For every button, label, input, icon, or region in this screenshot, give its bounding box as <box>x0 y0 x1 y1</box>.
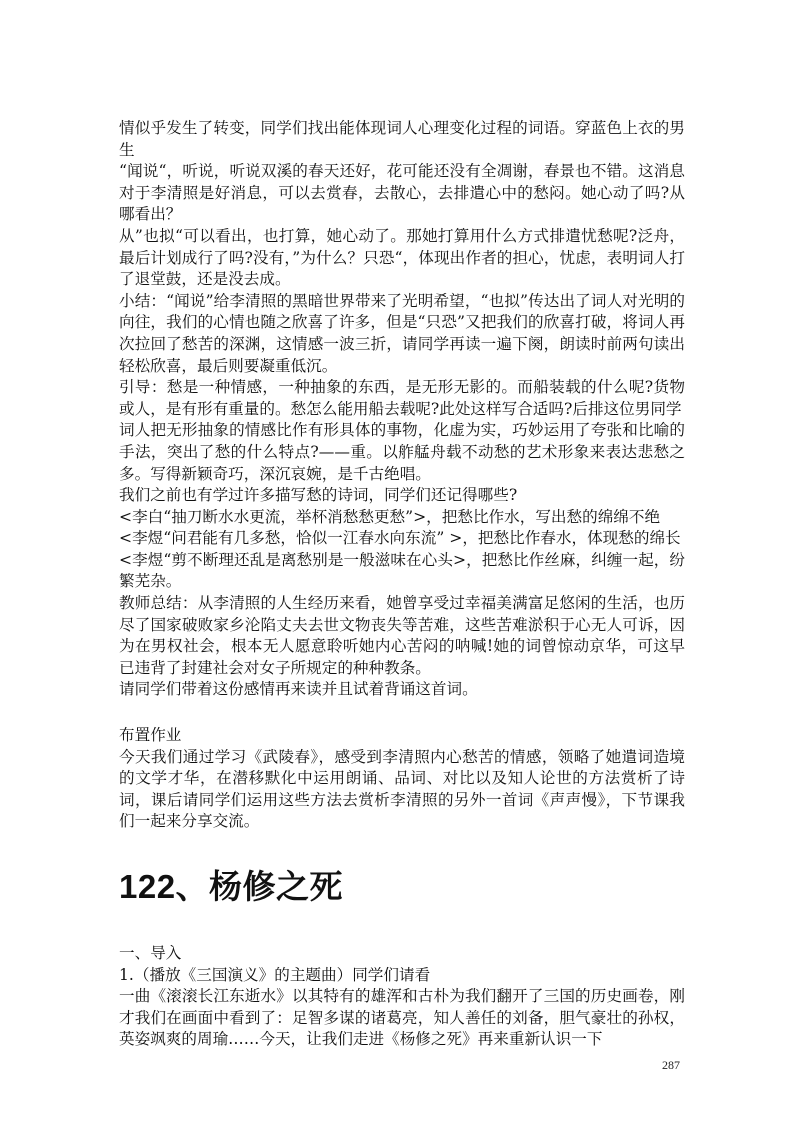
homework-body: 今天我们通过学习《武陵春》，感受到李清照内心愁苦的情感，领略了她遣词造境的文学才华，在潜移默化中运用朗诵、品词、对比以及知人论世的方法赏析了诗词，课后请同学们运用这些方法去赏析李清照的另外一首词《声声慢》，下节课我们一起来分享交流。 <box>119 747 685 831</box>
paragraph-summary: 小结：“闻说”给李清照的黑暗世界带来了光明希望，“也拟”传达出了词人对光明的向往，我们的心情也随之欣喜了许多，但是“只恐”又把我们的欣喜打破，将词人再次拉回了愁苦的深渊，这情感一波三折，请同学再读一遍下阕，朗读时前两句读出轻松欣喜，最后则要凝重低沉。 <box>119 291 685 375</box>
section-heading-intro: 一、导入 <box>119 944 182 962</box>
paragraph-read-again: 请同学们带着这份感情再来读并且试着背诵这首词。 <box>119 680 478 699</box>
intro-item-1: 1.（播放《三国演义》的主题曲）同学们请看 <box>119 965 431 984</box>
paragraph-liyu-1: <李煜“问君能有几多愁，恰似一江春水向东流” >，把愁比作春水，体现愁的绵长 <box>119 529 681 548</box>
page-number: 287 <box>662 1058 680 1072</box>
paragraph-student-prompt: 情似乎发生了转变，同学们找出能体现词人心理变化过程的词语。穿蓝色上衣的男生 <box>119 119 685 159</box>
paragraph-guide: 引导：愁是一种情感，一种抽象的东西，是无形无影的。而船装载的什么呢?货物或人，是有形有重量的。愁怎么能用船去载呢?此处这样写合适吗?后排这位男同学 <box>119 378 685 418</box>
document-page <box>119 118 685 1051</box>
paragraph-yeni: 从”也拟“可以看出，也打算，她心动了。那她打算用什么方式排遣忧愁呢?泛舟，最后计划成行了吗?没有，”为什么？只恐“，体现出作者的担心，忧虑，表明词人打了退堂鼓，还是没去成。 <box>119 226 685 289</box>
paragraph-libai: <李白“抽刀断水水更流，举杯消愁愁更愁”>，把愁比作水，写出愁的绵绵不绝 <box>119 507 661 526</box>
paragraph-metaphor: 词人把无形抽象的情感比作有形具体的事物，化虚为实，巧妙运用了夸张和比喻的手法，突出了愁的什么特点?——重。以舴艋舟载不动愁的艺术形象来表达悲愁之多。写得新颖奇巧，深沉哀婉，是千古绝唱。 <box>119 421 685 483</box>
paragraph-teacher-summary: 教师总结：从李清照的人生经历来看，她曾享受过幸福美满富足悠闲的生活，也历尽了国家破败家乡沦陷丈夫去世文物丧失等苦难，这些苦难淤积于心无人可诉，因为在男权社会，根本无人愿意聆听她内心苦闷的呐喊!她的词曾惊动京华，可这早已违背了封建社会对女子所规定的种种教条。 <box>119 594 685 677</box>
paragraph-wenshuo: “闻说“，听说，听说双溪的春天还好，花可能还没有全凋谢，春景也不错。这消息对于李清照是好消息，可以去赏春，去散心，去排遣心中的愁闷。她心动了吗?从哪看出？ <box>119 162 685 224</box>
paragraph-liyu-2: <李煜“剪不断理还乱是离愁别是一般滋味在心头>，把愁比作丝麻，纠缠一起，纷繁芜杂。 <box>119 550 685 591</box>
intro-body: 一曲《滚滚长江东逝水》以其特有的雄浑和古朴为我们翻开了三国的历史画卷，刚才我们在画面中看到了：足智多谋的诸葛亮，知人善任的刘备，胆气豪壮的孙权，英姿飒爽的周瑜……今天，让我们走进《杨修之死》再来重新认识一下 <box>119 987 685 1049</box>
homework-heading: 布置作业 <box>119 726 182 745</box>
chapter-title: 122、杨修之死 <box>119 868 344 905</box>
paragraph-recall: 我们之前也有学过许多描写愁的诗词，同学们还记得哪些? <box>119 486 518 505</box>
spacer <box>119 701 685 725</box>
